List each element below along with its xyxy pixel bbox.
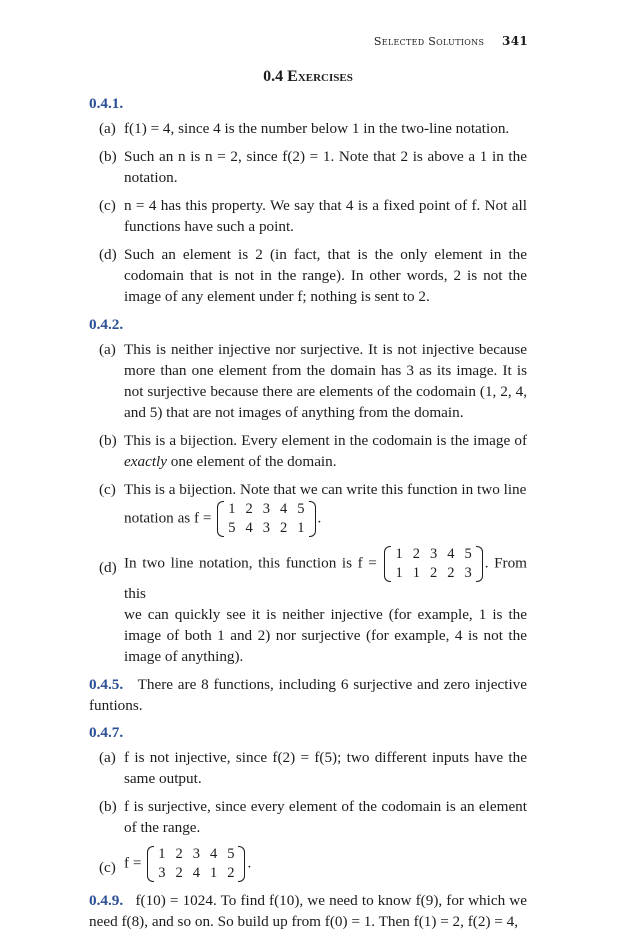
list-item	[89, 845, 527, 883]
item-text: we can quickly see it is neither injective (for example, 1 is the image of both 1 and 2) nor surjective (for example, 4 is not the image of anything).	[124, 606, 527, 665]
item-text-after: one element of the domain.	[167, 453, 337, 470]
item-emphasis: exactly	[124, 453, 167, 470]
matrix-cell: 2	[245, 501, 253, 517]
matrix-row	[390, 545, 476, 564]
exercise-text: There are 8 functions, including 6 surjective and zero injective funtions.	[89, 676, 527, 714]
exercise-label: 0.4.5.	[89, 676, 124, 693]
item-text: f is surjective, since every element of the codomain is an element of the range.	[124, 798, 527, 836]
item-suffix: . From this	[124, 554, 527, 602]
matrix-cell: 1	[209, 865, 218, 881]
item-text: n = 4 has this property. We say that 4 is a fixed point of f. Not all functions have such a point.	[124, 197, 527, 235]
page-number: 341	[502, 34, 528, 48]
list-item	[89, 747, 527, 789]
item-prefix: notation as f =	[124, 509, 212, 527]
section-number: 0.4	[263, 68, 284, 85]
item-text: This is a bijection. Note that we can write this function in two line	[124, 481, 527, 498]
item-label: (c)	[99, 197, 116, 214]
exercise-0-4-5	[89, 674, 527, 716]
matrix-cell: 4	[280, 501, 288, 517]
matrix-cell: 3	[262, 501, 270, 517]
exercise-0-4-9	[89, 890, 527, 932]
running-head	[374, 34, 528, 48]
matrix-cell: 2	[227, 865, 235, 881]
matrix-cell: 3	[262, 520, 270, 536]
list-item	[89, 796, 527, 838]
matrix-cell: 1	[228, 501, 236, 517]
exercise-label: 0.4.7.	[89, 724, 124, 741]
matrix-row	[223, 519, 309, 538]
matrix-cell: 4	[192, 865, 200, 881]
item-suffix: .	[317, 509, 322, 527]
item-suffix: .	[247, 854, 252, 872]
item-text-before: This is a bijection. Every element in the codomain is the image of	[124, 432, 527, 449]
section-name: Exercises	[287, 68, 353, 85]
matrix-cell: 2	[280, 520, 288, 536]
list-item	[89, 195, 527, 237]
item-text: Such an n is n = 2, since f(2) = 1. Note that 2 is above a 1 in the notation.	[124, 148, 527, 186]
exercise-label: 0.4.1.	[89, 95, 124, 112]
section-title	[89, 66, 527, 87]
matrix-cell: 2	[429, 565, 438, 581]
item-label: (c)	[99, 481, 116, 498]
matrix-cell: 2	[447, 565, 455, 581]
exercise-0-4-2	[89, 314, 527, 667]
matrix-cell: 2	[175, 865, 183, 881]
item-label: (d)	[99, 246, 117, 263]
item-label: (a)	[99, 341, 116, 358]
matrix-cell: 1	[412, 565, 420, 581]
item-label: (c)	[99, 859, 116, 876]
list-item	[89, 479, 527, 538]
item-text: This is neither injective nor surjective. It is not injective because more than one element from the domain has 3 as its image. It is not surjective because there are elements of the codomain (1, 2, 4, and 5) that are not images of anything from the domain.	[124, 341, 527, 421]
matrix-cell: 3	[429, 546, 438, 562]
running-title: Selected Solutions	[373, 35, 485, 48]
matrix-cell: 5	[297, 501, 305, 517]
item-prefix: f =	[124, 854, 142, 872]
item-text: Such an element is 2 (in fact, that is the only element in the codomain that is not in the range). In other words, 2 is not the image of any element under f; nothing is sent to 2.	[124, 246, 527, 305]
item-label: (a)	[99, 120, 116, 137]
matrix-row	[153, 864, 239, 883]
matrix-cell: 4	[447, 546, 455, 562]
list-item	[89, 118, 527, 139]
matrix-cell: 1	[395, 546, 403, 562]
two-line-matrix	[384, 545, 482, 583]
list-item	[89, 545, 527, 667]
matrix-cell: 3	[192, 846, 200, 862]
item-label: (b)	[99, 798, 117, 815]
item-prefix: In two line notation, this function is f =	[124, 554, 377, 572]
item-label: (b)	[99, 432, 117, 449]
matrix-row	[223, 500, 309, 519]
item-label: (a)	[99, 749, 116, 766]
matrix-cell: 1	[158, 846, 166, 862]
item-text: f is not injective, since f(2) = f(5); two different inputs have the same output.	[124, 749, 527, 787]
item-label: (d)	[99, 559, 117, 576]
exercise-0-4-7	[89, 722, 527, 883]
matrix-cell: 1	[395, 565, 403, 581]
matrix-cell: 4	[245, 520, 253, 536]
matrix-cell: 5	[227, 846, 235, 862]
matrix-cell: 4	[209, 846, 218, 862]
list-item	[89, 146, 527, 188]
matrix-cell: 3	[464, 565, 472, 581]
two-line-matrix	[147, 845, 245, 883]
matrix-row	[390, 564, 476, 583]
exercise-label: 0.4.2.	[89, 316, 124, 333]
two-line-matrix	[217, 500, 315, 538]
list-item	[89, 339, 527, 423]
exercise-text: f(10) = 1024. To find f(10), we need to know f(9), for which we need f(8), and so on. So build up from f(0) = 1. Then f(1) = 2, f(2) = 4,	[89, 892, 528, 930]
matrix-cell: 1	[297, 520, 305, 536]
list-item	[89, 430, 527, 472]
exercise-label: 0.4.9.	[89, 892, 124, 909]
matrix-cell: 3	[158, 865, 166, 881]
content	[89, 66, 527, 938]
matrix-cell: 5	[464, 546, 472, 562]
matrix-row	[153, 845, 239, 864]
item-label: (b)	[99, 148, 117, 165]
item-text: f(1) = 4, since 4 is the number below 1 in the two-line notation.	[124, 120, 510, 137]
list-item	[89, 244, 527, 307]
matrix-cell: 5	[228, 520, 236, 536]
matrix-cell: 2	[175, 846, 183, 862]
exercise-0-4-1	[89, 93, 527, 307]
matrix-cell: 2	[412, 546, 420, 562]
